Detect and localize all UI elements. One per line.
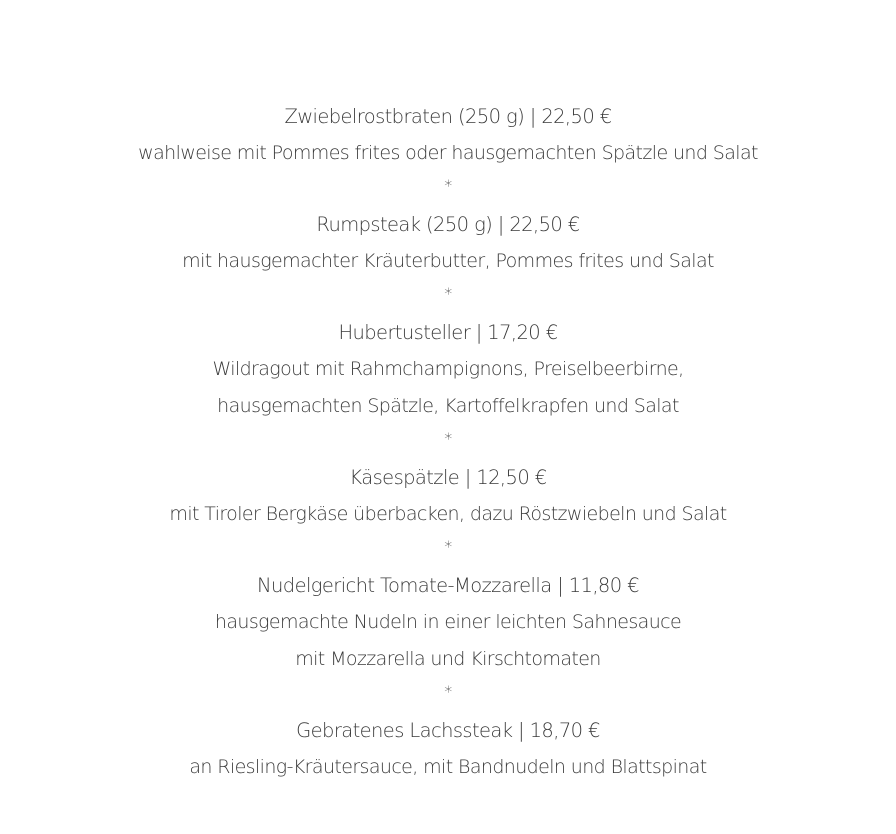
separator-asterisk: * (444, 284, 452, 303)
menu-item-description: Wildragout mit Rahmchampignons, Preiselbeerbirne, (212, 358, 684, 380)
menu-item-title: Gebratenes Lachssteak | 18,70 € (296, 719, 600, 742)
menu-item-zwiebelrostbraten (0, 98, 896, 172)
menu-item-title: Käsespätzle | 12,50 € (349, 466, 547, 489)
menu-list (0, 98, 896, 786)
menu-item-title: Zwiebelrostbraten (250 g) | 22,50 € (284, 105, 612, 128)
separator-asterisk: * (444, 176, 452, 195)
separator-asterisk: * (444, 682, 452, 701)
menu-item-title: Hubertusteller | 17,20 € (338, 321, 558, 344)
menu-item-lachssteak (0, 712, 896, 786)
separator-asterisk: * (444, 537, 452, 556)
menu-item-description: an Riesling-Kräutersauce, mit Bandnudeln und Blattspinat (189, 756, 707, 778)
separator-asterisk: * (444, 429, 452, 448)
menu-item-hubertusteller (0, 314, 896, 425)
menu-item-title: Rumpsteak (250 g) | 22,50 € (316, 213, 580, 236)
menu-item-kaesespaetzle (0, 459, 896, 533)
menu-item-description: hausgemachte Nudeln in einer leichten Sahnesauce (214, 611, 682, 633)
menu-item-description: mit hausgemachter Kräuterbutter, Pommes frites und Salat (182, 250, 714, 272)
menu-item-description: mit Mozzarella und Kirschtomaten (295, 648, 601, 670)
menu-item-nudelgericht (0, 567, 896, 678)
menu-item-title: Nudelgericht Tomate-Mozzarella | 11,80 € (257, 574, 639, 597)
menu-item-description: hausgemachten Spätzle, Kartoffelkrapfen und Salat (217, 395, 679, 417)
menu-item-rumpsteak (0, 206, 896, 280)
menu-item-description: wahlweise mit Pommes frites oder hausgemachten Spätzle und Salat (138, 142, 758, 164)
menu-item-description: mit Tiroler Bergkäse überbacken, dazu Röstzwiebeln und Salat (169, 503, 727, 525)
